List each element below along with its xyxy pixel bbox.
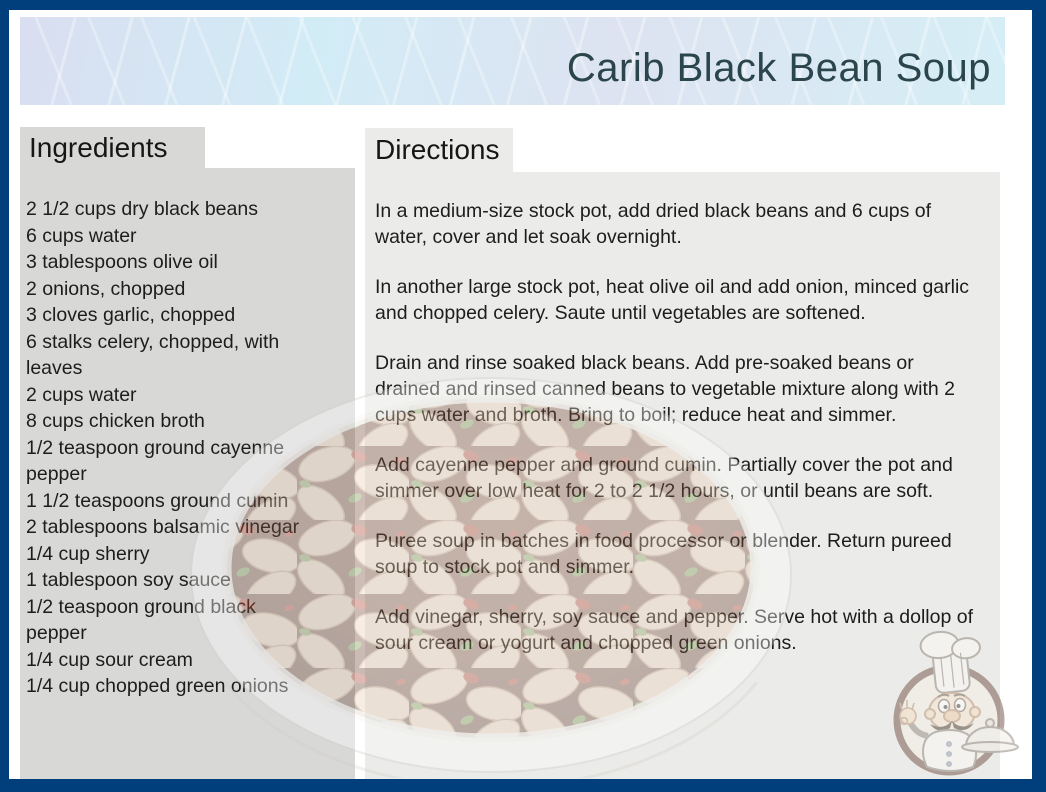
page-title: Carib Black Bean Soup [566,45,991,90]
ingredients-heading-label: Ingredients [29,132,168,163]
ingredients-panel [20,168,355,779]
page-border-bottom [0,779,1046,792]
direction-paragraph: In a medium-size stock pot, add dried black beans and 6 cups of water, cover and let soak overnight. [375,200,932,248]
direction-paragraph: Add vinegar, sherry, soy sauce and pepper. Serve hot with a dollop of sour cream or yogurt and chopped green onions. [375,606,974,654]
page-border-left [0,0,9,792]
directions-heading-label: Directions [375,134,500,165]
direction-paragraph: Drain and rinse soaked black beans. Add pre-soaked beans or drained and rinsed canned beans to vegetable mixture along with 2 cups water and broth. Bring to boil; reduce heat and simmer. [375,352,955,426]
ingredient-item: 3 tablespoons olive oil [26,251,218,273]
header-banner [20,17,1005,105]
directions-list [375,198,982,656]
page-border-top [0,0,1046,10]
ingredient-item: 6 cups water [26,224,137,247]
directions-panel [365,172,1000,779]
ingredients-list [26,196,317,700]
ingredient-item: 1/4 cup sour cream [26,648,193,671]
direction-paragraph: Puree soup in batches in food processor or blender. Return pureed soup to stock pot and simmer. [375,530,952,578]
ingredient-item: 1/4 cup chopped green onions [26,675,289,697]
ingredient-item: 2 1/2 cups dry black beans [26,198,258,220]
ingredient-item: 2 cups water [26,383,137,406]
ingredient-item: 8 cups chicken broth [26,410,205,432]
ingredient-item: 6 stalks celery, chopped, with leaves [26,330,280,379]
ingredient-item: 1 1/2 teaspoons ground cumin [26,489,289,512]
ingredient-item: 2 tablespoons balsamic vinegar [26,516,300,538]
ingredients-heading [20,127,205,169]
direction-paragraph: In another large stock pot, heat olive oil and add onion, minced garlic and chopped celery. Saute until vegetables are softened. [375,276,970,324]
ingredient-item: 1 tablespoon soy sauce [26,569,231,591]
ingredient-item: 2 onions, chopped [26,277,186,300]
ingredient-item: 3 cloves garlic, chopped [26,304,236,326]
ingredient-item: 1/4 cup sherry [26,542,150,565]
page-border-right [1032,0,1046,792]
direction-paragraph: Add cayenne pepper and ground cumin. Partially cover the pot and simmer over low heat for 2 to 2 1/2 hours, or until beans are soft. [375,454,953,502]
ingredient-item: 1/2 teaspoon ground cayenne pepper [26,436,285,485]
directions-heading [365,128,513,172]
ingredient-item: 1/2 teaspoon ground black pepper [26,595,256,644]
